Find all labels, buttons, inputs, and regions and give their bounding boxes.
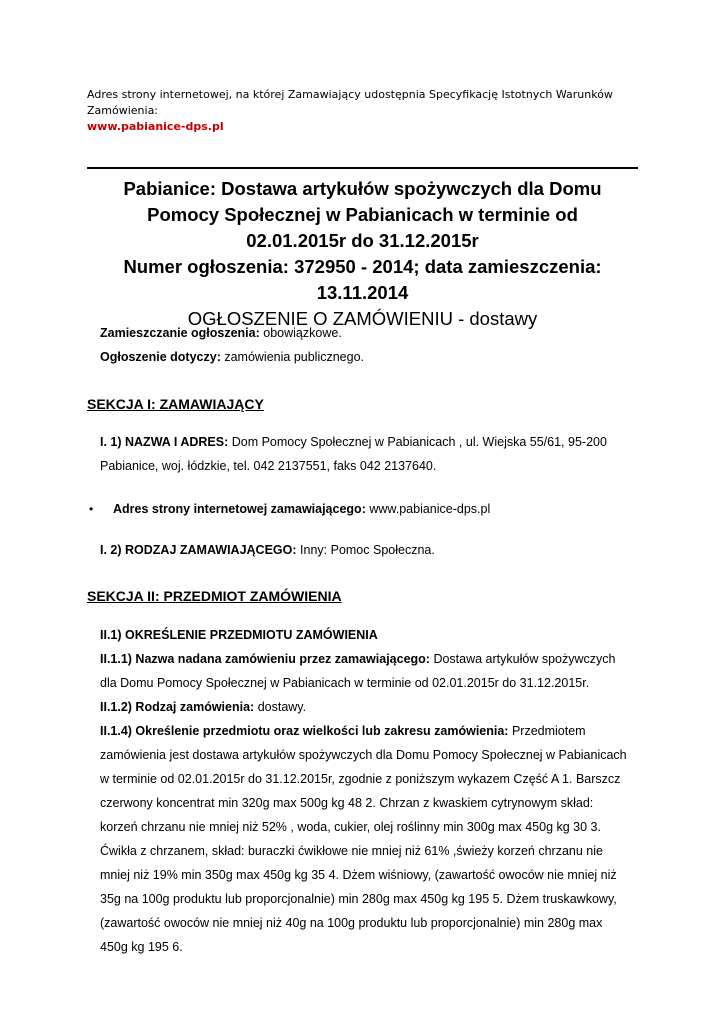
type-label: I. 2) RODZAJ ZAMAWIAJĄCEGO: <box>100 543 297 557</box>
section2-heading: SEKCJA II: PRZEDMIOT ZAMÓWIENIA <box>87 588 342 604</box>
concerns-label: Ogłoszenie dotyczy: <box>100 350 221 364</box>
section2-description <box>100 719 630 959</box>
section1-heading: SEKCJA I: ZAMAWIAJĄCY <box>87 396 264 412</box>
title-main: Pabianice: Dostawa artykułów spożywczych dla Domu Pomocy Społecznej w Pabianicach w terminie od 02.01.2015r do 31.12.2015r <box>123 178 602 251</box>
header-note <box>87 87 627 135</box>
name-address-value: Dom Pomocy Społecznej w Pabianicach , ul. Wiejska 55/61, 95-200 Pabianice, woj. łódzkie, tel. 042 2137551, faks 042 2137640. <box>100 435 607 473</box>
concerns-row <box>100 346 640 368</box>
header-note-text: Adres strony internetowej, na której Zamawiający udostępnia Specyfikację Istotnych Warunków Zamówienia: <box>87 88 613 117</box>
placement-row <box>100 322 640 344</box>
section1-name-address <box>100 430 630 478</box>
bullet-dot: • <box>89 502 94 516</box>
order-desc-value: Przedmiotem zamówienia jest dostawa artykułów spożywczych dla Domu Pomocy Społecznej w Pabianicach w terminie od 02.01.2015r do 31.12.2015r, zgodnie z poniższym wykazem Część A 1. Barszcz czerwony koncentrat min 320g max 500g kg 48 2. Chrzan z kwaskiem cytrynowym skład: korzeń chrzanu nie mniej niż 52% , woda, cukier, olej roślinny min 300g max 450g kg 30 3. Ćwikła z chrzanem, skład: buraczki ćwikłowe nie mniej niż 61% ,świeży korzeń chrzanu nie mniej niż 19% min 350g max 450g kg 35 4. Dżem wiśniowy, (zawartość owoców nie mniej niż 35g na 100g produktu lub proporcjonalnie) min 280g max 450g kg 195 5. Dżem truskawkowy, (zawartość owoców nie mniej niż 40g na 100g produktu lub proporcjonalnie) min 280g max 450g kg 195 6. <box>100 724 627 954</box>
type-value: Inny: Pomoc Społeczna. <box>300 543 435 557</box>
title-divider <box>87 167 638 169</box>
website-value[interactable]: www.pabianice-dps.pl <box>369 502 491 516</box>
section1-type <box>100 538 630 562</box>
notice-type: OGŁOSZENIE O ZAMÓWIENIU - dostawy <box>187 308 538 329</box>
order-name-value: Dostawa artykułów spożywczych dla Domu Pomocy Społecznej w Pabianicach w terminie od 02.01.2015r do 31.12.2015r. <box>100 652 616 690</box>
order-name-label: II.1.1) Nazwa nadana zamówieniu przez zamawiającego: <box>100 652 430 666</box>
order-kind-label: II.1.2) Rodzaj zamówienia: <box>100 700 255 714</box>
notice-number: Numer ogłoszenia: 372950 - 2014; data zamieszczenia: 13.11.2014 <box>123 256 602 303</box>
section2-name <box>100 647 630 695</box>
website-label: Adres strony internetowej zamawiającego: <box>113 502 366 516</box>
section2-subheading: II.1) OKREŚLENIE PRZEDMIOTU ZAMÓWIENIA <box>100 628 378 642</box>
order-desc-label: II.1.4) Określenie przedmiotu oraz wielkości lub zakresu zamówienia: <box>100 724 509 738</box>
section2-kind <box>100 695 630 719</box>
notice-title <box>87 176 638 332</box>
header-note-link[interactable]: www.pabianice-dps.pl <box>87 120 224 133</box>
placement-label: Zamieszczanie ogłoszenia: <box>100 326 260 340</box>
name-address-label: I. 1) NAZWA I ADRES: <box>100 435 229 449</box>
placement-value: obowiązkowe. <box>263 326 342 340</box>
section1-website <box>113 497 633 521</box>
concerns-value: zamówienia publicznego. <box>224 350 365 364</box>
order-kind-value: dostawy. <box>257 700 307 714</box>
